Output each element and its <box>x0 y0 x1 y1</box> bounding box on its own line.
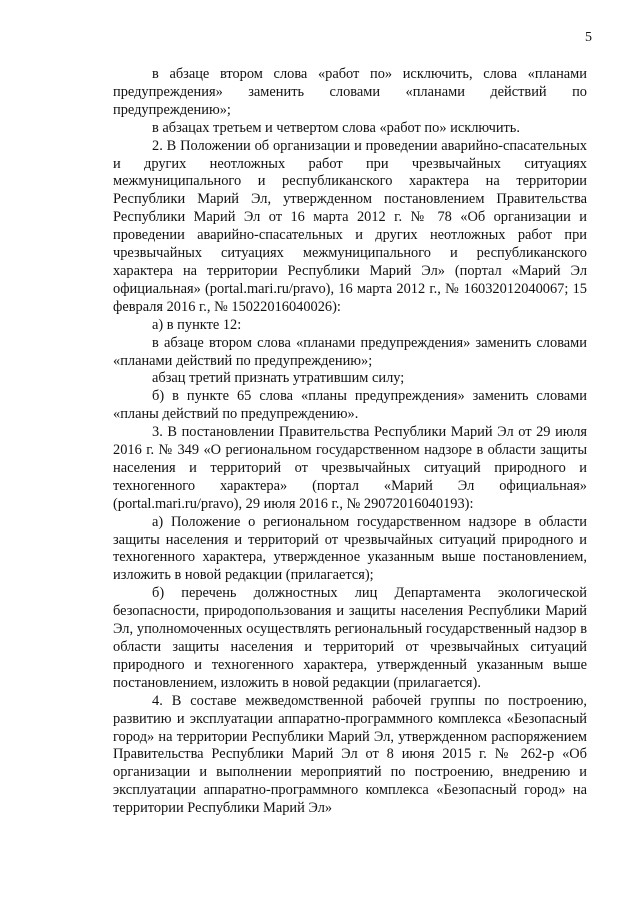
paragraph: абзац третий признать утратившим силу; <box>152 370 405 387</box>
paragraph: б) в пункте 65 слова «планы предупреждения» заменить словами «планы действий по предупреждению». <box>113 388 587 423</box>
paragraph: а) в пункте 12: <box>152 316 242 333</box>
paragraph: 4. В составе межведомственной рабочей группы по построению, развитию и эксплуатации аппаратно-программного комплекса «Безопасный город» на территории Республики Марий Эл, утвержденном распоряжением Правительства Республики Марий Эл от 8 июня 2015 г. № 262-р «Об организации и выполнении мероприятий по построению, внедрению и эксплуатации аппаратно-программного комплекса «Безопасный город» на территории Республики Марий Эл» <box>113 692 587 817</box>
page-number: 5 <box>585 30 592 45</box>
paragraph: а) Положение о региональном государственном надзоре в области защиты населения и территорий от чрезвычайных ситуаций природного и техногенного характера, утвержденное указанным выше постановлением, изложить в новой редакции (прилагается); <box>113 513 587 584</box>
paragraph: б) перечень должностных лиц Департамента экологической безопасности, природопользования и защиты населения Республики Марий Эл, уполномоченных осуществлять региональный государственный надзор в области защиты населения и территорий от чрезвычайных ситуаций природного и техногенного характера, утвержденный указанным выше постановлением, изложить в новой редакции (прилагается). <box>113 585 587 691</box>
document-body <box>113 66 587 818</box>
paragraph: в абзаце втором слова «работ по» исключить, слова «планами предупреждения» заменить словами «планами действий по предупреждению»; <box>113 66 587 118</box>
paragraph: 3. В постановлении Правительства Республики Марий Эл от 29 июля 2016 г. № 349 «О региональном государственном надзоре в области защиты населения и территорий от чрезвычайных ситуаций природного и техногенного характера» (портал «Марий Эл официальная» (portal.mari.ru/pravo), 29 июля 2016 г., № 29072016040193): <box>113 424 587 512</box>
paragraph: 2. В Положении об организации и проведении аварийно-спасательных и других неотложных работ при чрезвычайных ситуациях межмуниципального и республиканского характера на территории Республики Марий Эл, утвержденном постановлением Правительства Республики Марий Эл от 16 марта 2012 г. № 78 «Об организации и проведении аварийно-спасательных и других неотложных работ при чрезвычайных ситуациях межмуниципального и республиканского характера на территории Республики Марий Эл» (портал «Марий Эл официальная» (portal.mari.ru/pravo), 16 марта 2012 г., № 16032012040067; 15 февраля 2016 г., № 15022016040026): <box>113 137 587 315</box>
paragraph: в абзацах третьем и четвертом слова «работ по» исключить. <box>152 119 520 136</box>
paragraph: в абзаце втором слова «планами предупреждения» заменить словами «планами действий по предупреждению»; <box>113 334 587 369</box>
